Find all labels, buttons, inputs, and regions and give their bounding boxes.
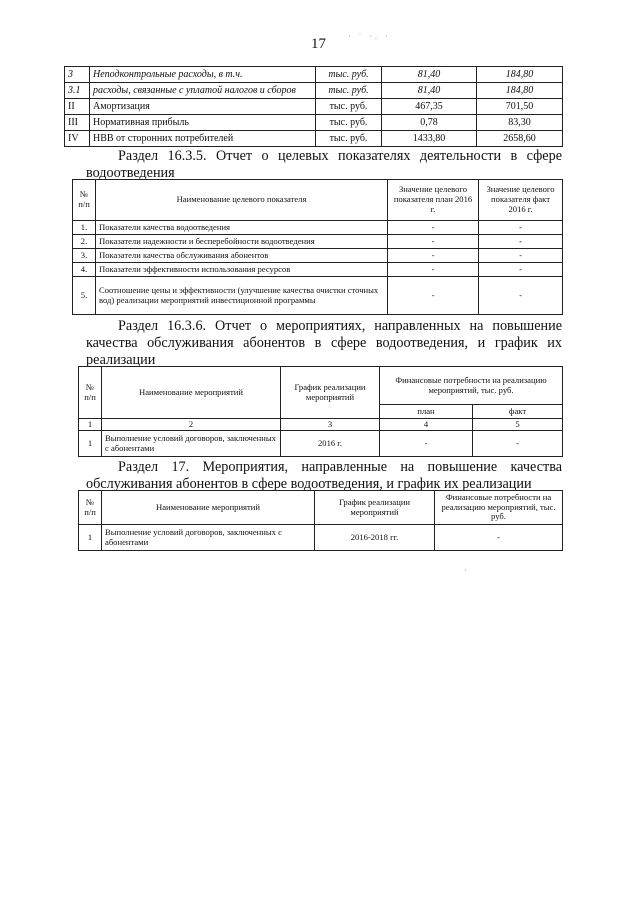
row-value-plan: 0,78 <box>382 115 477 131</box>
row-name: НВВ от сторонних потребителей <box>90 131 316 147</box>
row-num: IV <box>65 131 90 147</box>
row-num: 3 <box>65 67 90 83</box>
row-schedule: 2016-2018 гг. <box>315 525 435 551</box>
row-plan: - <box>388 263 479 277</box>
row-unit: тыс. руб. <box>316 99 382 115</box>
col-finance: Финансовые потребности на реализацию мероприятий, тыс. руб. <box>380 367 563 405</box>
row-fact: - <box>473 431 563 457</box>
scan-dot: · <box>464 566 467 575</box>
measures-table <box>78 490 563 551</box>
row-value-plan: 81,40 <box>382 67 477 83</box>
row-num: 1 <box>79 525 102 551</box>
row-name: Нормативная прибыль <box>90 115 316 131</box>
col-schedule: График реализации мероприятий <box>281 367 380 419</box>
row-plan: - <box>388 249 479 263</box>
row-num: 3.1 <box>65 83 90 99</box>
col-number: 2 <box>102 419 281 431</box>
row-name: Показатели эффективности использования ресурсов <box>96 263 388 277</box>
col-plan: Значение целевого показателя план 2016 г. <box>388 180 479 221</box>
row-num: II <box>65 99 90 115</box>
row-name: Выполнение условий договоров, заключенных с абонентами <box>102 431 281 457</box>
row-finance: - <box>435 525 563 551</box>
row-value-fact: 2658,60 <box>477 131 563 147</box>
table-row <box>65 83 563 99</box>
col-fact: факт <box>473 405 563 419</box>
row-unit: тыс. руб. <box>316 131 382 147</box>
row-fact: - <box>479 263 563 277</box>
col-number: 3 <box>281 419 380 431</box>
row-plan: - <box>380 431 473 457</box>
row-name: Неподконтрольные расходы, в т.ч. <box>90 67 316 83</box>
col-plan: план <box>380 405 473 419</box>
measures-report-table <box>78 366 563 457</box>
row-plan: - <box>388 235 479 249</box>
table-row <box>65 115 563 131</box>
row-name: Показатели надежности и бесперебойности водоотведения <box>96 235 388 249</box>
col-measure-name: Наименование мероприятий <box>102 491 315 525</box>
row-num: III <box>65 115 90 131</box>
row-num: 4. <box>73 263 96 277</box>
col-num: № п/п <box>73 180 96 221</box>
col-num: № п/п <box>79 491 102 525</box>
row-num: 1 <box>79 431 102 457</box>
row-plan: - <box>388 221 479 235</box>
row-value-plan: 467,35 <box>382 99 477 115</box>
table-row <box>73 263 563 277</box>
table-row <box>73 221 563 235</box>
table-row <box>65 131 563 147</box>
page-number: 17 <box>311 36 326 52</box>
col-num: № п/п <box>79 367 102 419</box>
row-fact: - <box>479 221 563 235</box>
row-fact: - <box>479 249 563 263</box>
row-value-plan: 81,40 <box>382 83 477 99</box>
section-17-heading <box>86 459 562 493</box>
row-schedule: 2016 г. <box>281 431 380 457</box>
row-plan: - <box>388 277 479 315</box>
row-num: 3. <box>73 249 96 263</box>
table-row <box>73 277 563 315</box>
row-value-fact: 184,80 <box>477 67 563 83</box>
row-unit: тыс. руб. <box>316 67 382 83</box>
col-finance: Финансовые потребности на реализацию мероприятий, тыс. руб. <box>435 491 563 525</box>
section-16-3-6-heading <box>86 318 562 369</box>
col-target-name: Наименование целевого показателя <box>96 180 388 221</box>
section-16-3-5-heading <box>86 148 562 182</box>
row-name: расходы, связанные с уплатой налогов и сборов <box>90 83 316 99</box>
table-row <box>73 249 563 263</box>
section-16-3-6-heading-text: Раздел 16.3.6. Отчет о мероприятиях, направленных на повышение качества обслуживания абонентов в сфере водоотведения, и график их реализации <box>86 318 562 368</box>
row-name: Выполнение условий договоров, заключенных с абонентами <box>102 525 315 551</box>
row-unit: тыс. руб. <box>316 83 382 99</box>
col-number: 1 <box>79 419 102 431</box>
row-num: 1. <box>73 221 96 235</box>
cost-table <box>64 66 563 147</box>
col-measure-name: Наименование мероприятий <box>102 367 281 419</box>
scan-speckle: · ˙ ·. · <box>348 32 391 41</box>
row-unit: тыс. руб. <box>316 115 382 131</box>
table-row <box>65 67 563 83</box>
row-value-fact: 83,30 <box>477 115 563 131</box>
row-name: Амортизация <box>90 99 316 115</box>
section-17-heading-text: Раздел 17. Мероприятия, направленные на повышение качества обслуживания абонентов в сфере водоотведения, и график их реализации <box>86 459 562 492</box>
col-fact: Значение целевого показателя факт 2016 г. <box>479 180 563 221</box>
table-row <box>73 235 563 249</box>
row-fact: - <box>479 277 563 315</box>
row-value-plan: 1433,80 <box>382 131 477 147</box>
row-name: Показатели качества обслуживания абонентов <box>96 249 388 263</box>
table-row <box>79 431 563 457</box>
row-num: 5. <box>73 277 96 315</box>
row-num: 2. <box>73 235 96 249</box>
section-16-3-5-heading-text: Раздел 16.3.5. Отчет о целевых показателях деятельности в сфере водоотведения <box>86 148 562 181</box>
row-fact: - <box>479 235 563 249</box>
row-value-fact: 701,50 <box>477 99 563 115</box>
col-number: 5 <box>473 419 563 431</box>
table-row <box>65 99 563 115</box>
col-number: 4 <box>380 419 473 431</box>
table-row <box>79 525 563 551</box>
col-schedule: График реализации мероприятий <box>315 491 435 525</box>
row-value-fact: 184,80 <box>477 83 563 99</box>
row-name: Показатели качества водоотведения <box>96 221 388 235</box>
row-name: Соотношение цены и эффективности (улучшение качества очистки сточных вод) реализации мероприятий инвестиционной программы <box>96 277 388 315</box>
targets-table <box>72 179 563 315</box>
